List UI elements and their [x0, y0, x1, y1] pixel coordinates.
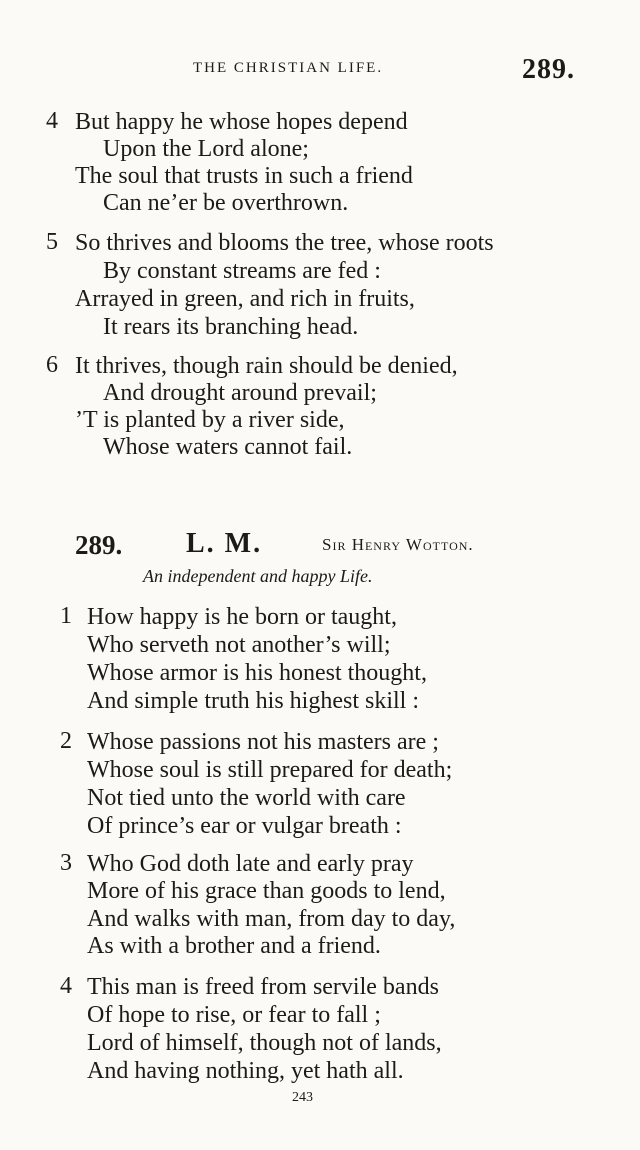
- stanza-line: Who God doth late and early pray: [87, 851, 414, 877]
- stanza-number: 1: [60, 603, 72, 629]
- stanza-line: Not tied unto the world with care: [87, 785, 406, 811]
- stanza-line: But happy he whose hopes depend: [75, 109, 408, 135]
- hymn-subtitle: An independent and happy Life.: [143, 566, 373, 586]
- stanza-line: Of hope to rise, or fear to fall ;: [87, 1002, 381, 1028]
- stanza-line: And walks with man, from day to day,: [87, 906, 456, 932]
- stanza-line: How happy is he born or taught,: [87, 604, 397, 630]
- stanza-number: 5: [46, 229, 58, 255]
- stanza-line: So thrives and blooms the tree, whose roots: [75, 230, 494, 256]
- stanza-line: Arrayed in green, and rich in fruits,: [75, 286, 415, 312]
- page-number: 243: [292, 1090, 313, 1105]
- stanza-number: 6: [46, 352, 58, 378]
- stanza-line: Whose passions not his masters are ;: [87, 729, 439, 755]
- page-hymn-number: 289.: [522, 54, 575, 85]
- stanza-line: And having nothing, yet hath all.: [87, 1058, 404, 1084]
- stanza-number: 4: [60, 973, 72, 999]
- stanza-line: It thrives, though rain should be denied,: [75, 353, 458, 379]
- stanza-line: Of prince’s ear or vulgar breath :: [87, 813, 402, 839]
- hymn-author: Sir Henry Wotton.: [322, 535, 474, 554]
- stanza-line: Can ne’er be overthrown.: [103, 190, 349, 216]
- stanza-line: And drought around prevail;: [103, 380, 377, 406]
- stanza-line: Lord of himself, though not of lands,: [87, 1030, 442, 1056]
- stanza-line: Upon the Lord alone;: [103, 136, 309, 162]
- running-title: THE CHRISTIAN LIFE.: [193, 60, 384, 76]
- stanza-line: Whose armor is his honest thought,: [87, 660, 427, 686]
- stanza-number: 3: [60, 850, 72, 876]
- stanza-line: It rears its branching head.: [103, 314, 359, 340]
- stanza-line: Who serveth not another’s will;: [87, 632, 391, 658]
- running-head: [0, 54, 640, 84]
- stanza-line: This man is freed from servile bands: [87, 974, 439, 1000]
- stanza-line: More of his grace than goods to lend,: [87, 878, 446, 904]
- stanza-line: And simple truth his highest skill :: [87, 688, 420, 714]
- stanza-line: ’T is planted by a river side,: [75, 407, 345, 433]
- stanza-number: 4: [46, 108, 58, 134]
- stanza-line: Whose waters cannot fail.: [103, 434, 353, 460]
- stanza-line: By constant streams are fed :: [103, 258, 381, 284]
- stanza-line: As with a brother and a friend.: [87, 933, 381, 959]
- stanza-line: The soul that trusts in such a friend: [75, 163, 413, 189]
- stanza-line: Whose soul is still prepared for death;: [87, 757, 453, 783]
- stanza-number: 2: [60, 728, 72, 754]
- hymn-meter: L. M.: [186, 528, 263, 559]
- hymn-number: 289.: [75, 530, 123, 560]
- hymn-heading: [0, 528, 640, 564]
